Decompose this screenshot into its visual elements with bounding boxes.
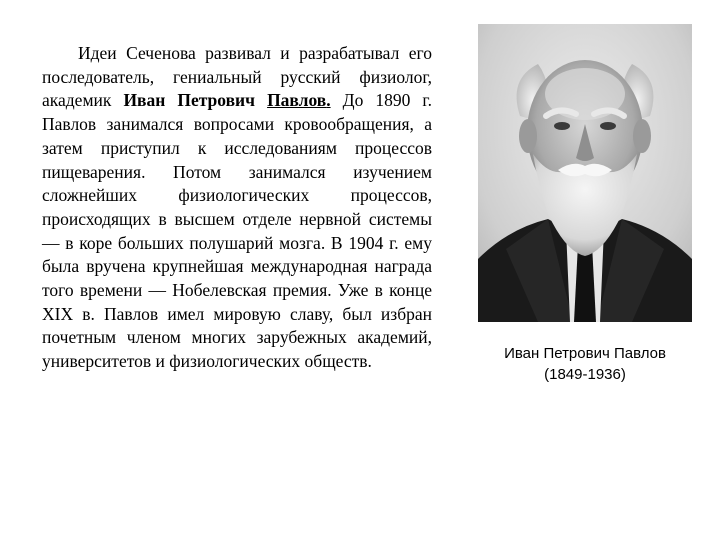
paragraph-intro: Идеи Сеченова развивал и разрабатывал его последователь, гениальный русский физиолог, академик [42, 43, 432, 111]
portrait-photo [478, 24, 692, 322]
paragraph-body: До 1890 г. Павлов занимался вопросами кровообращения, а затем приступил к исследованиям процессов пищеварения. Потом занимался изучением сложнейших физиологических процессов, происходящих в высшем отделе нервной системы — в коре больших полушарий мозга. В 1904 г. ему была вручена крупнейшая международная награда того времени — Нобелевская премия. Уже в конце XIX в. Павлов имел мировую славу, был избран почетным членом многих зарубежных академий, университетов и физиологических обществ. [42, 90, 432, 372]
caption-name: Иван Петрович Павлов [504, 345, 666, 362]
scientist-last-name: Павлов [267, 90, 327, 111]
portrait-illustration [478, 24, 692, 322]
scientist-name [123, 90, 330, 110]
caption-years: (1849-1936) [544, 366, 626, 383]
scientist-first-names: Иван Петрович [123, 90, 256, 111]
portrait-caption [470, 343, 700, 385]
scientist-name-dot: . [326, 90, 331, 111]
main-paragraph [42, 42, 432, 374]
